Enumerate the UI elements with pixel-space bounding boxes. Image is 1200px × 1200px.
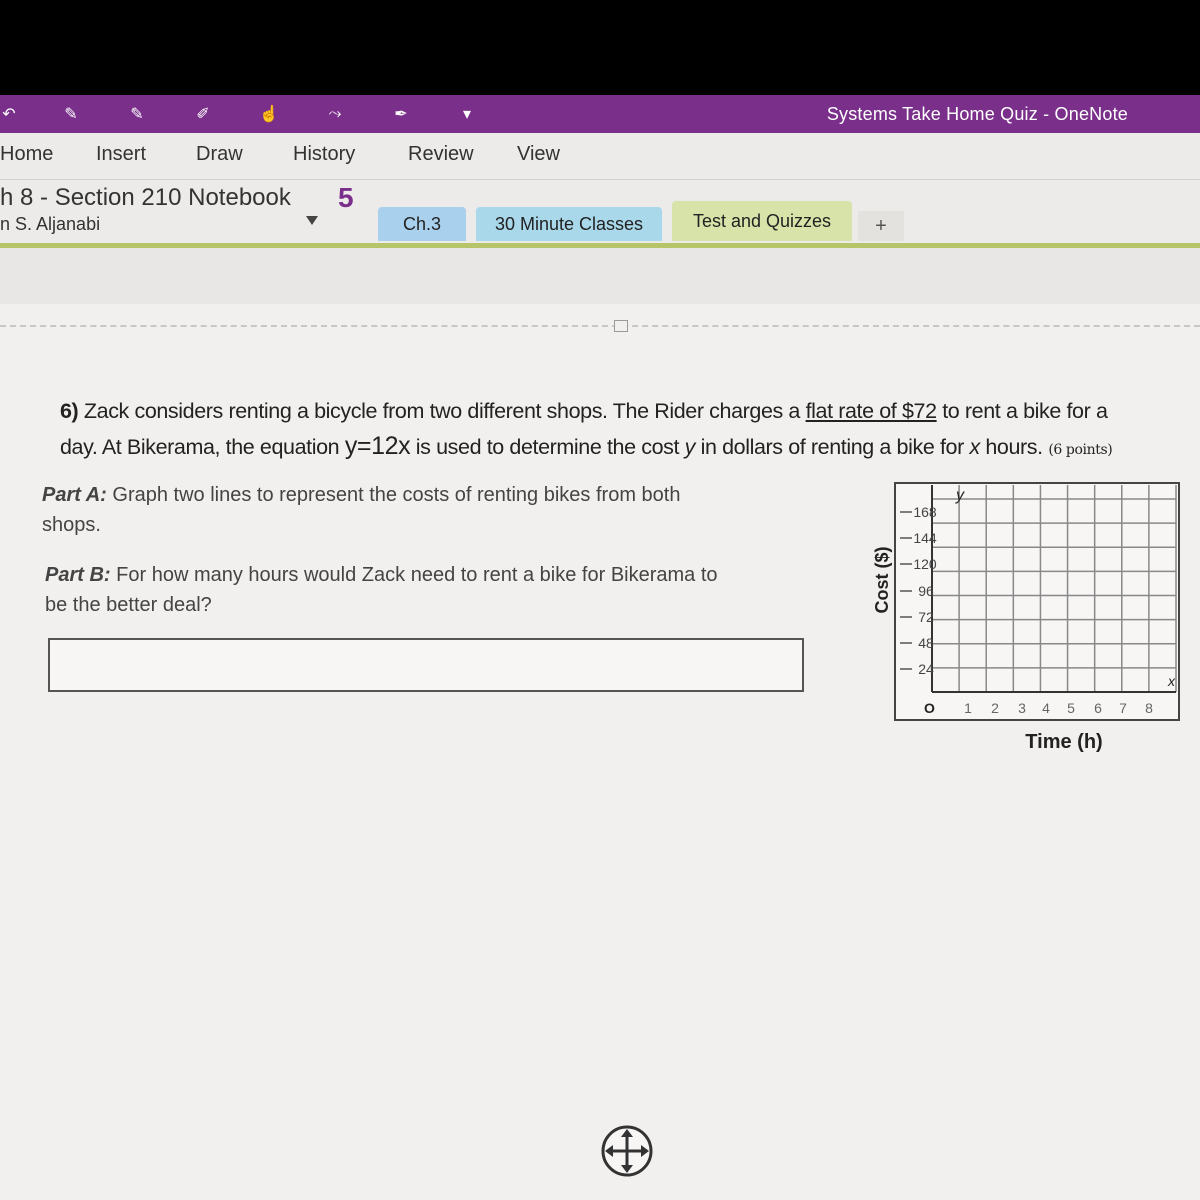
question-number: 6) <box>60 399 79 423</box>
var-y-text: y <box>684 435 696 459</box>
tab-insert[interactable]: Insert <box>96 143 147 165</box>
app-title: Systems Take Home Quiz - OneNote <box>826 104 1128 124</box>
cost-time-graph[interactable] <box>864 480 1184 760</box>
tab-review[interactable]: Review <box>408 143 474 165</box>
marker-icon[interactable]: ✒ <box>394 106 408 123</box>
pen-icon[interactable]: ✎ <box>64 106 78 123</box>
y-tick-label: 24 <box>918 661 934 677</box>
part-b <box>45 560 725 620</box>
note-container-border <box>0 325 1200 327</box>
x-tick-label: 2 <box>991 700 999 716</box>
x-tick-label: 7 <box>1119 700 1127 716</box>
y-variable-label: y <box>956 487 964 504</box>
y-tick-label: 168 <box>913 504 937 520</box>
x-tick-label: 3 <box>1018 700 1026 716</box>
y-tick-label: 72 <box>918 609 934 625</box>
answer-input[interactable] <box>48 638 804 692</box>
x-tick-label: 8 <box>1145 700 1153 716</box>
y-tick-label: 96 <box>918 583 934 599</box>
ribbon-tabs <box>0 133 1200 180</box>
x-tick-label: 5 <box>1067 700 1075 716</box>
origin-label: O <box>924 700 935 716</box>
part-a-label: Part A: <box>42 484 107 506</box>
page-title-area[interactable] <box>0 248 1200 304</box>
x-variable-label: x <box>1168 673 1175 689</box>
page-canvas[interactable] <box>0 248 1200 1200</box>
y-tick-label: 120 <box>913 556 937 572</box>
title-bar <box>0 95 1200 133</box>
points-text: (6 points) <box>1048 442 1113 458</box>
part-a-text: Graph two lines to represent the costs of renting bikes from both shops. <box>42 484 681 536</box>
part-b-text: For how many hours would Zack need to rent a bike for Bikerama to be the better deal? <box>45 564 718 616</box>
notebook-name[interactable]: h 8 - Section 210 Notebook <box>0 184 291 211</box>
part-b-label: Part B: <box>45 564 111 586</box>
onenote-window <box>0 95 1200 1200</box>
move-handle-icon[interactable] <box>600 1124 654 1178</box>
tab-draw[interactable]: Draw <box>196 143 243 165</box>
question-text-4: in dollars of renting a bike for <box>695 435 970 459</box>
section-tab-test-and-quizzes[interactable]: Test and Quizzes <box>672 201 852 241</box>
add-section-button[interactable]: + <box>858 211 904 241</box>
touch-icon[interactable]: ☝ <box>259 106 279 123</box>
y-tick-label: 144 <box>913 530 937 546</box>
container-handle-icon[interactable] <box>614 320 628 332</box>
part-a <box>42 480 702 540</box>
x-tick-label: 4 <box>1042 700 1050 716</box>
x-tick-label: 1 <box>964 700 972 716</box>
notebook-count-badge: 5 <box>338 182 354 213</box>
var-x-text: x <box>969 435 980 459</box>
tab-history[interactable]: History <box>293 143 356 165</box>
undo-icon[interactable]: ↶ <box>2 106 16 123</box>
lasso-icon[interactable]: ⤳ <box>328 105 342 122</box>
question-text-1: Zack considers renting a bicycle from two different shops. The Rider charges a <box>83 399 806 423</box>
notebook-owner: n S. Aljanabi <box>0 214 101 234</box>
equation-text: y=12x <box>344 432 411 460</box>
section-tab-ch3[interactable]: Ch.3 <box>378 207 466 241</box>
x-axis-title: Time (h) <box>1025 731 1103 753</box>
quick-access-toolbar <box>0 95 480 133</box>
tab-view[interactable]: View <box>517 143 560 165</box>
graph-frame <box>895 483 1179 720</box>
question-text <box>60 394 1140 468</box>
y-axis-title: Cost ($) <box>872 546 892 614</box>
notebook-dropdown-icon[interactable] <box>306 216 318 225</box>
pen-icon[interactable]: ✎ <box>130 106 144 123</box>
question-text-2: to rent a bike for a day. At Bikerama, the equation <box>60 399 1108 459</box>
customize-icon[interactable]: ▾ <box>462 106 472 123</box>
highlighter-icon[interactable]: ✐ <box>196 106 210 123</box>
y-tick-label: 48 <box>918 635 934 651</box>
question-text-3: is used to determine the cost <box>410 435 685 459</box>
section-tab-30-minute-classes[interactable]: 30 Minute Classes <box>476 207 662 241</box>
tab-home[interactable]: Home <box>0 143 54 165</box>
flat-rate-text: flat rate of $72 <box>805 399 937 423</box>
x-tick-label: 6 <box>1094 700 1102 716</box>
question-text-5: hours. <box>979 435 1049 459</box>
